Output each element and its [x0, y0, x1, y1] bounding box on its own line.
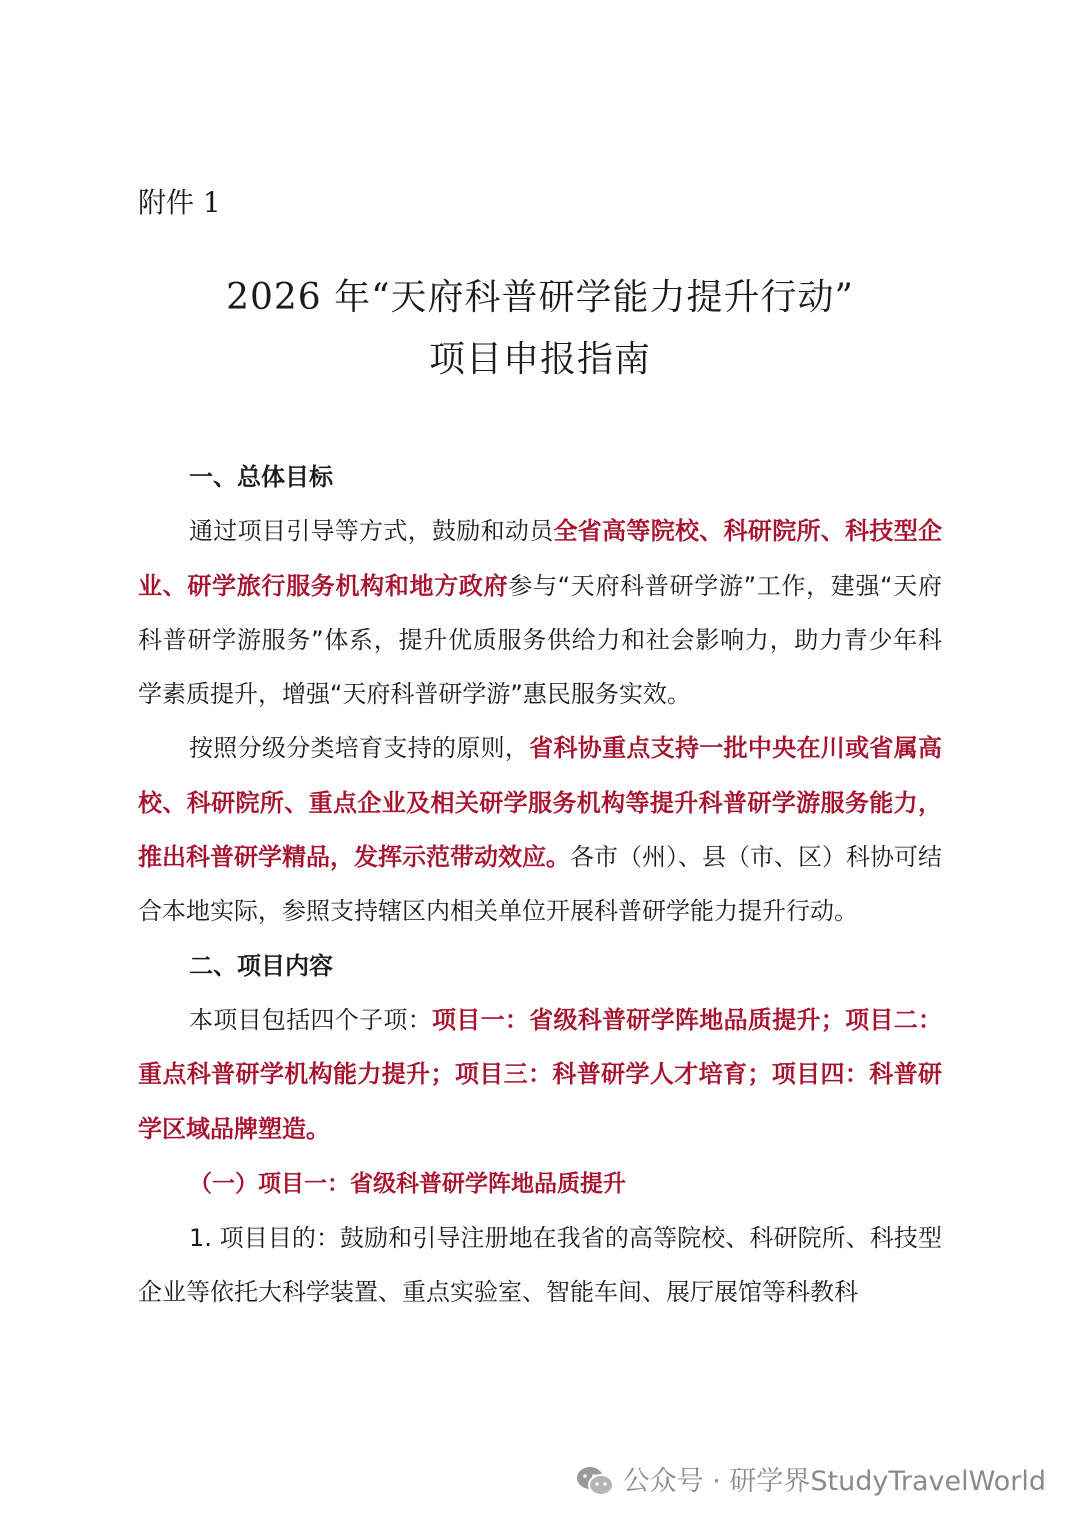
document-title-line-1: 2026 年“天府科普研学能力提升行动”	[226, 277, 854, 318]
highlighted-text: 省科协重点支持一批中央在川或省属高校、科研院所、重点企业及相关研学服务机构等提升科普研学游服务能力，推出科普研学精品，发挥示范带动效应。	[138, 734, 943, 872]
paragraph-text: 各市（州）、县（市、区）科协可结合本地实际，参照支持辖区内相关单位开展科普研学能力提升行动。	[138, 843, 942, 926]
attachment-label: 附件 1	[138, 186, 221, 219]
paragraph-project-purpose: 1. 项目目的：鼓励和引导注册地在我省的高等院校、科研院所、科技型企业等依托大科学装置、重点实验室、智能车间、展厅展馆等科教科	[138, 1224, 942, 1307]
paragraph-text: 通过项目引导等方式，鼓励和动员	[189, 517, 554, 546]
paragraph-content	[138, 993, 942, 1156]
highlighted-text: 项目一：省级科普研学阵地品质提升；项目二：重点科普研学机构能力提升；项目三：科普研学人才培育；项目四：科普研学区域品牌塑造。	[138, 1005, 942, 1143]
document-body	[138, 450, 942, 1320]
highlighted-text: 全省高等院校、科研院所、科技型企业、研学旅行服务机构和地方政府	[138, 517, 942, 600]
paragraph-text: 按照分级分类培育支持的原则，	[189, 734, 530, 763]
subsection-heading-text: （一）项目一：省级科普研学阵地品质提升	[189, 1169, 626, 1197]
document-title-line-2: 项目申报指南	[428, 339, 651, 380]
section-heading-2: 二、项目内容	[189, 951, 333, 980]
section-heading-1: 一、总体目标	[189, 463, 333, 491]
paragraph-goal-1	[138, 504, 942, 721]
paragraph-text: 本项目包括四个子项：	[189, 1005, 432, 1034]
paragraph-goal-2	[138, 721, 942, 938]
watermark-text: 公众号 · 研学界StudyTravelWorld	[622, 1466, 1046, 1497]
watermark-footer	[575, 1462, 1046, 1502]
wechat-icon	[575, 1465, 615, 1499]
subsection-heading-1	[138, 1156, 942, 1211]
paragraph-text: 参与“天府科普研学游”工作，建强“天府科普研学游服务”体系，提升优质服务供给力和社会影响力，助力青少年科学素质提升，增强“天府科普研学游”惠民服务实效。	[138, 571, 942, 709]
